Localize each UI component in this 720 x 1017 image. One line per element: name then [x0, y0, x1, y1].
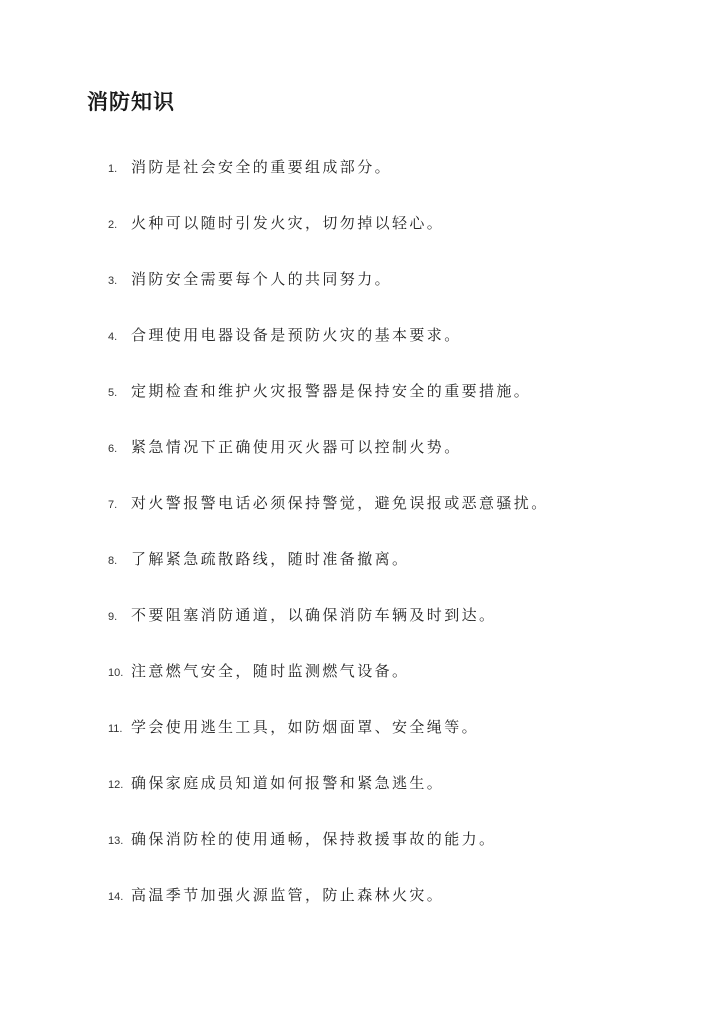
list-item-text: 确保家庭成员知道如何报警和紧急逃生。 [131, 774, 445, 792]
page-title: 消防知识 [87, 89, 175, 114]
list-item [0, 492, 720, 516]
list-item [0, 212, 720, 236]
list-item-number: 8. [108, 555, 118, 567]
list-item-number: 11. [108, 723, 123, 735]
list-item [0, 604, 720, 628]
list-item-text: 注意燃气安全，随时监测燃气设备。 [131, 662, 410, 680]
list-item [0, 436, 720, 460]
list-item-number: 10. [108, 667, 124, 679]
list-item [0, 884, 720, 908]
list-item-number: 5. [108, 387, 118, 399]
list-item [0, 548, 720, 572]
list-item-number: 9. [108, 611, 118, 623]
list-item [0, 156, 720, 180]
list-item-text: 消防安全需要每个人的共同努力。 [131, 270, 393, 288]
list-item [0, 716, 720, 740]
list-item-number: 6. [108, 443, 118, 455]
list-item-text: 定期检查和维护火灾报警器是保持安全的重要措施。 [131, 382, 532, 400]
list-item-text: 了解紧急疏散路线，随时准备撤离。 [131, 550, 410, 568]
list-item-text: 火种可以随时引发火灾，切勿掉以轻心。 [131, 214, 445, 232]
list-item-number: 12. [108, 779, 124, 791]
list-item-text: 合理使用电器设备是预防火灾的基本要求。 [131, 326, 462, 344]
list-item-number: 3. [108, 275, 118, 287]
list-item [0, 268, 720, 292]
list-item [0, 828, 720, 852]
list-item [0, 772, 720, 796]
list-item-text: 对火警报警电话必须保持警觉，避免误报或恶意骚扰。 [131, 494, 549, 512]
list-item-text: 学会使用逃生工具，如防烟面罩、安全绳等。 [131, 718, 480, 736]
list-item [0, 324, 720, 348]
list-item-number: 2. [108, 219, 118, 231]
list-item-text: 不要阻塞消防通道，以确保消防车辆及时到达。 [131, 606, 497, 624]
list-item-text: 确保消防栓的使用通畅，保持救援事故的能力。 [131, 830, 497, 848]
list-item-text: 消防是社会安全的重要组成部分。 [131, 158, 393, 176]
list-item-number: 14. [108, 891, 124, 903]
list-item-text: 高温季节加强火源监管，防止森林火灾。 [131, 886, 445, 904]
list-item-text: 紧急情况下正确使用灭火器可以控制火势。 [131, 438, 462, 456]
list-item-number: 13. [108, 835, 124, 847]
list-item [0, 660, 720, 684]
list-item-number: 1. [108, 163, 118, 175]
list-item [0, 380, 720, 404]
list-item-number: 4. [108, 331, 118, 343]
list-item-number: 7. [108, 499, 118, 511]
